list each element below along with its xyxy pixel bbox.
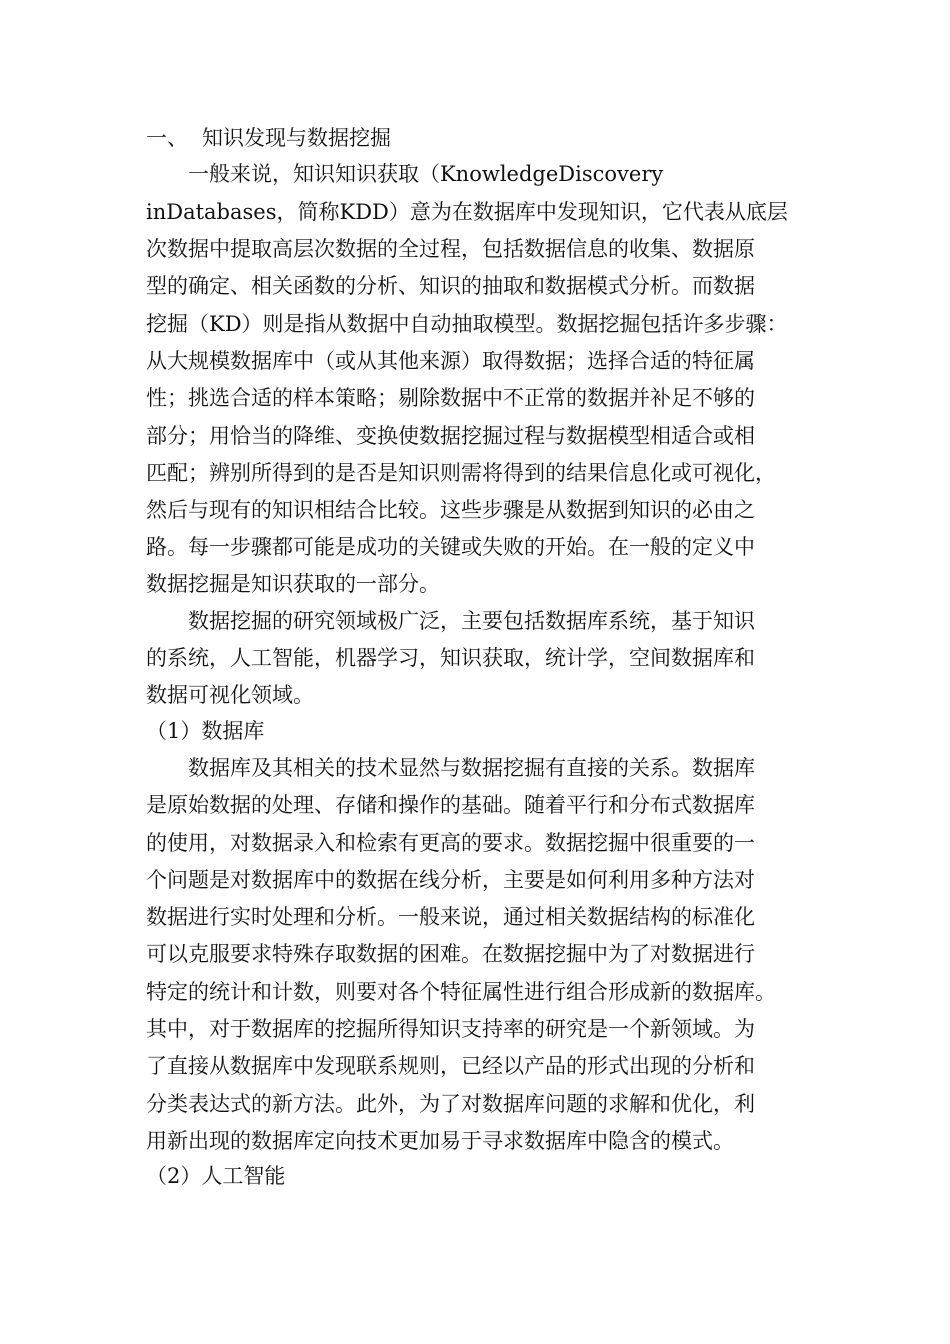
section-number: 一、 bbox=[146, 126, 188, 150]
paragraph-line: 性；挑选合适的样本策略；剔除数据中不正常的数据并补足不够的 bbox=[146, 386, 755, 410]
paragraph-line: 其中，对于数据库的挖掘所得知识支持率的研究是一个新领域。为 bbox=[146, 1017, 755, 1041]
paragraph-line: 一般来说，知识知识获取（KnowledgeDiscovery bbox=[188, 162, 664, 186]
paragraph-line: 的系统，人工智能，机器学习，知识获取，统计学，空间数据库和 bbox=[146, 646, 755, 670]
paragraph-line: 用新出现的数据库定向技术更加易于寻求数据库中隐含的模式。 bbox=[146, 1129, 734, 1153]
paragraph-line: 部分；用恰当的降维、变换使数据挖掘过程与数据模型相适合或相 bbox=[146, 424, 755, 448]
paragraph-line: 了直接从数据库中发现联系规则，已经以产品的形式出现的分析和 bbox=[146, 1054, 755, 1078]
section-title: 知识发现与数据挖掘 bbox=[202, 126, 391, 150]
paragraph-line: 然后与现有的知识相结合比较。这些步骤是从数据到知识的必由之 bbox=[146, 498, 755, 522]
paragraph-line: 可以克服要求特殊存取数据的困难。在数据挖掘中为了对数据进行 bbox=[146, 942, 755, 966]
paragraph-line: 特定的统计和计数，则要对各个特征属性进行组合形成新的数据库。 bbox=[146, 980, 776, 1004]
section-heading bbox=[146, 124, 391, 152]
paragraph-line: 从大规模数据库中（或从其他来源）取得数据；选择合适的特征属 bbox=[146, 349, 755, 373]
paragraph-line: 型的确定、相关函数的分析、知识的抽取和数据模式分析。而数据 bbox=[146, 274, 755, 298]
paragraph-line: 数据挖掘是知识获取的一部分。 bbox=[146, 572, 440, 596]
paragraph-line: 的使用，对数据录入和检索有更高的要求。数据挖掘中很重要的一 bbox=[146, 831, 755, 855]
paragraph-line: 数据库及其相关的技术显然与数据挖掘有直接的关系。数据库 bbox=[188, 756, 755, 780]
subheading-database: （1）数据库 bbox=[146, 719, 265, 743]
paragraph-line: 次数据中提取高层次数据的全过程，包括数据信息的收集、数据原 bbox=[146, 237, 755, 261]
paragraph-line: 路。每一步骤都可能是成功的关键或失败的开始。在一般的定义中 bbox=[146, 535, 755, 559]
paragraph-line: 是原始数据的处理、存储和操作的基础。随着平行和分布式数据库 bbox=[146, 793, 755, 817]
paragraph-line: 数据进行实时处理和分析。一般来说，通过相关数据结构的标准化 bbox=[146, 905, 755, 929]
paragraph-line: 匹配；辨别所得到的是否是知识则需将得到的结果信息化或可视化， bbox=[146, 461, 776, 485]
paragraph-line: inDatabases，简称KDD）意为在数据库中发现知识，它代表从底层 bbox=[146, 200, 788, 224]
paragraph-line: 分类表达式的新方法。此外，为了对数据库问题的求解和优化，利 bbox=[146, 1092, 755, 1116]
subheading-ai: （2）人工智能 bbox=[146, 1164, 286, 1188]
paragraph-line: 数据可视化领域。 bbox=[146, 683, 314, 707]
paragraph-line: 挖掘（KD）则是指从数据中自动抽取模型。数据挖掘包括许多步骤： bbox=[146, 312, 788, 336]
paragraph-line: 个问题是对数据库中的数据在线分析，主要是如何利用多种方法对 bbox=[146, 868, 755, 892]
paragraph-line: 数据挖掘的研究领域极广泛，主要包括数据库系统，基于知识 bbox=[188, 609, 755, 633]
